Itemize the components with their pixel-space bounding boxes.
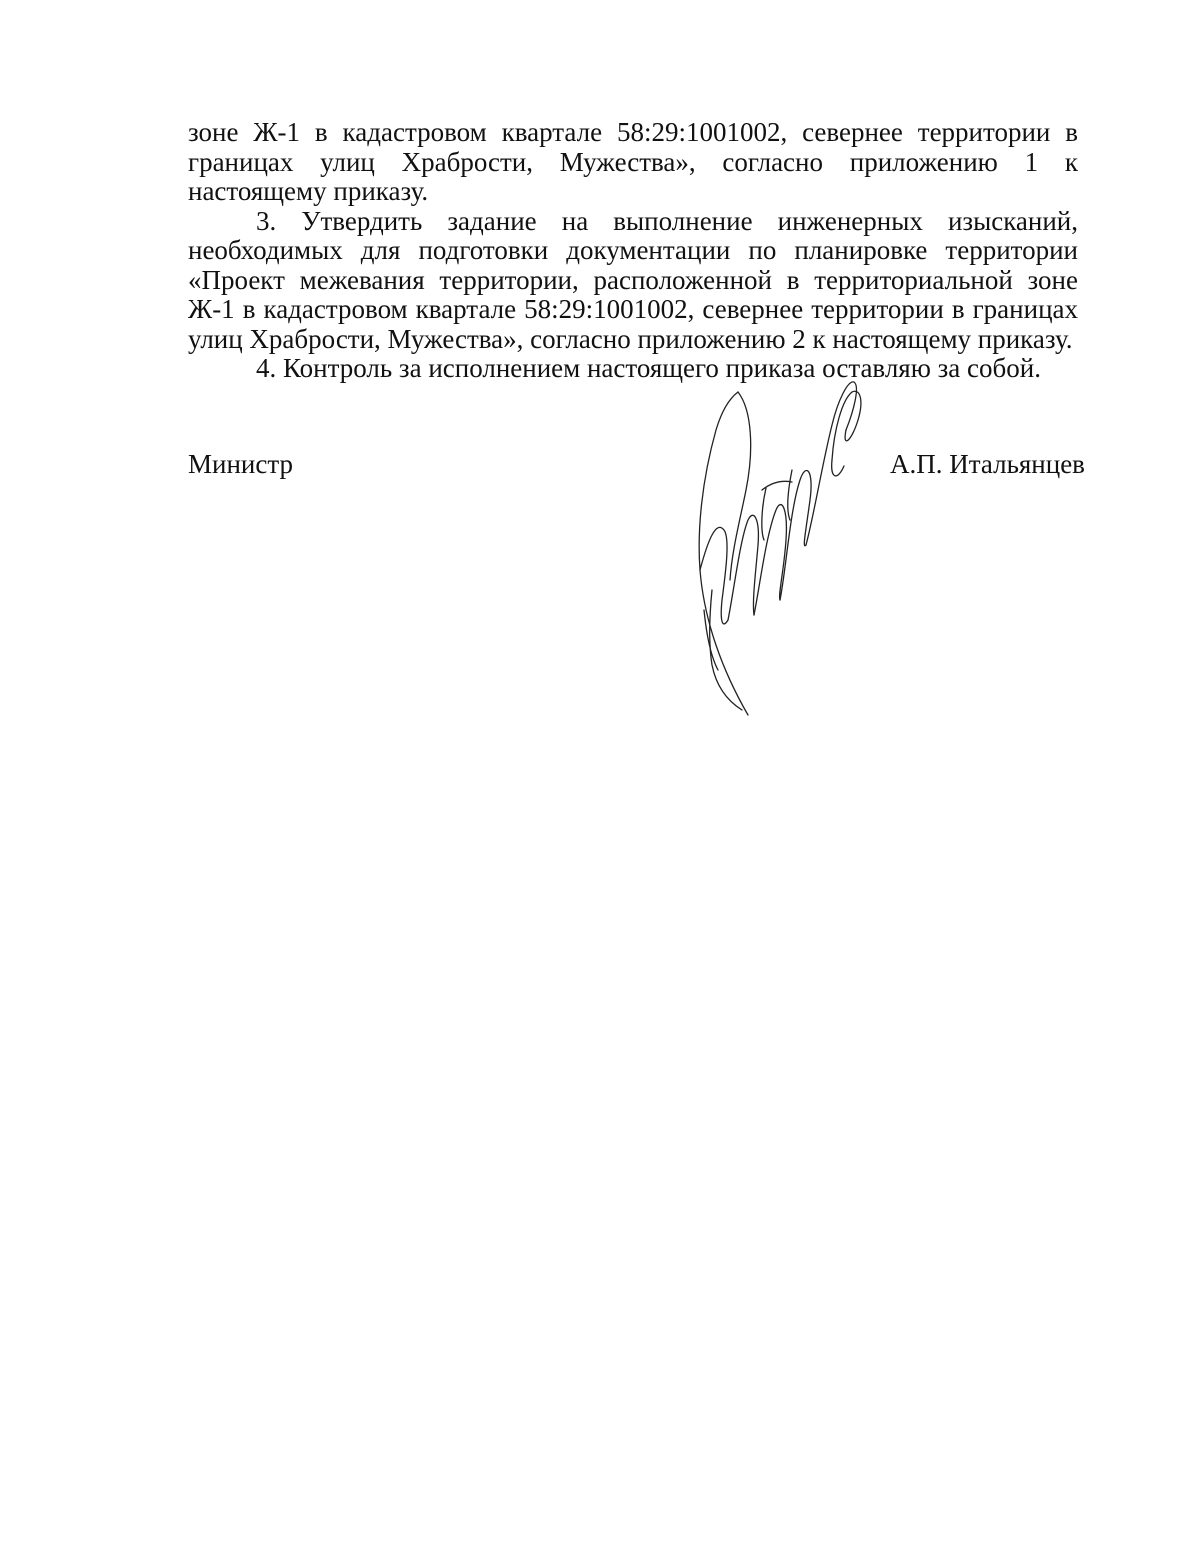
signatory-name: А.П. Итальянцев xyxy=(890,449,1085,479)
paragraph-item-4: 4. Контроль за исполнением настоящего приказа оставляю за собой. xyxy=(256,353,1041,383)
signatory-position: Министр xyxy=(188,449,293,479)
document-body xyxy=(188,118,1078,384)
paragraph-continuation: зоне Ж-1 в кадастровом квартале 58:29:1001002, севернее территории в границах улиц Храбрости, Мужества», согласно приложению 1 к настоящему приказу. xyxy=(188,117,1078,206)
handwritten-signature xyxy=(682,370,872,730)
paragraph-item-3: 3. Утвердить задание на выполнение инженерных изысканий, необходимых для подготовки документации по планировке территории «Проект межевания территории, расположенной в территориальной зоне Ж-1 в кадастровом квартале 58:29:1001002, севернее территории в границах улиц Храбрости, Мужества», согласно приложению 2 к настоящему приказу. xyxy=(188,205,1078,354)
